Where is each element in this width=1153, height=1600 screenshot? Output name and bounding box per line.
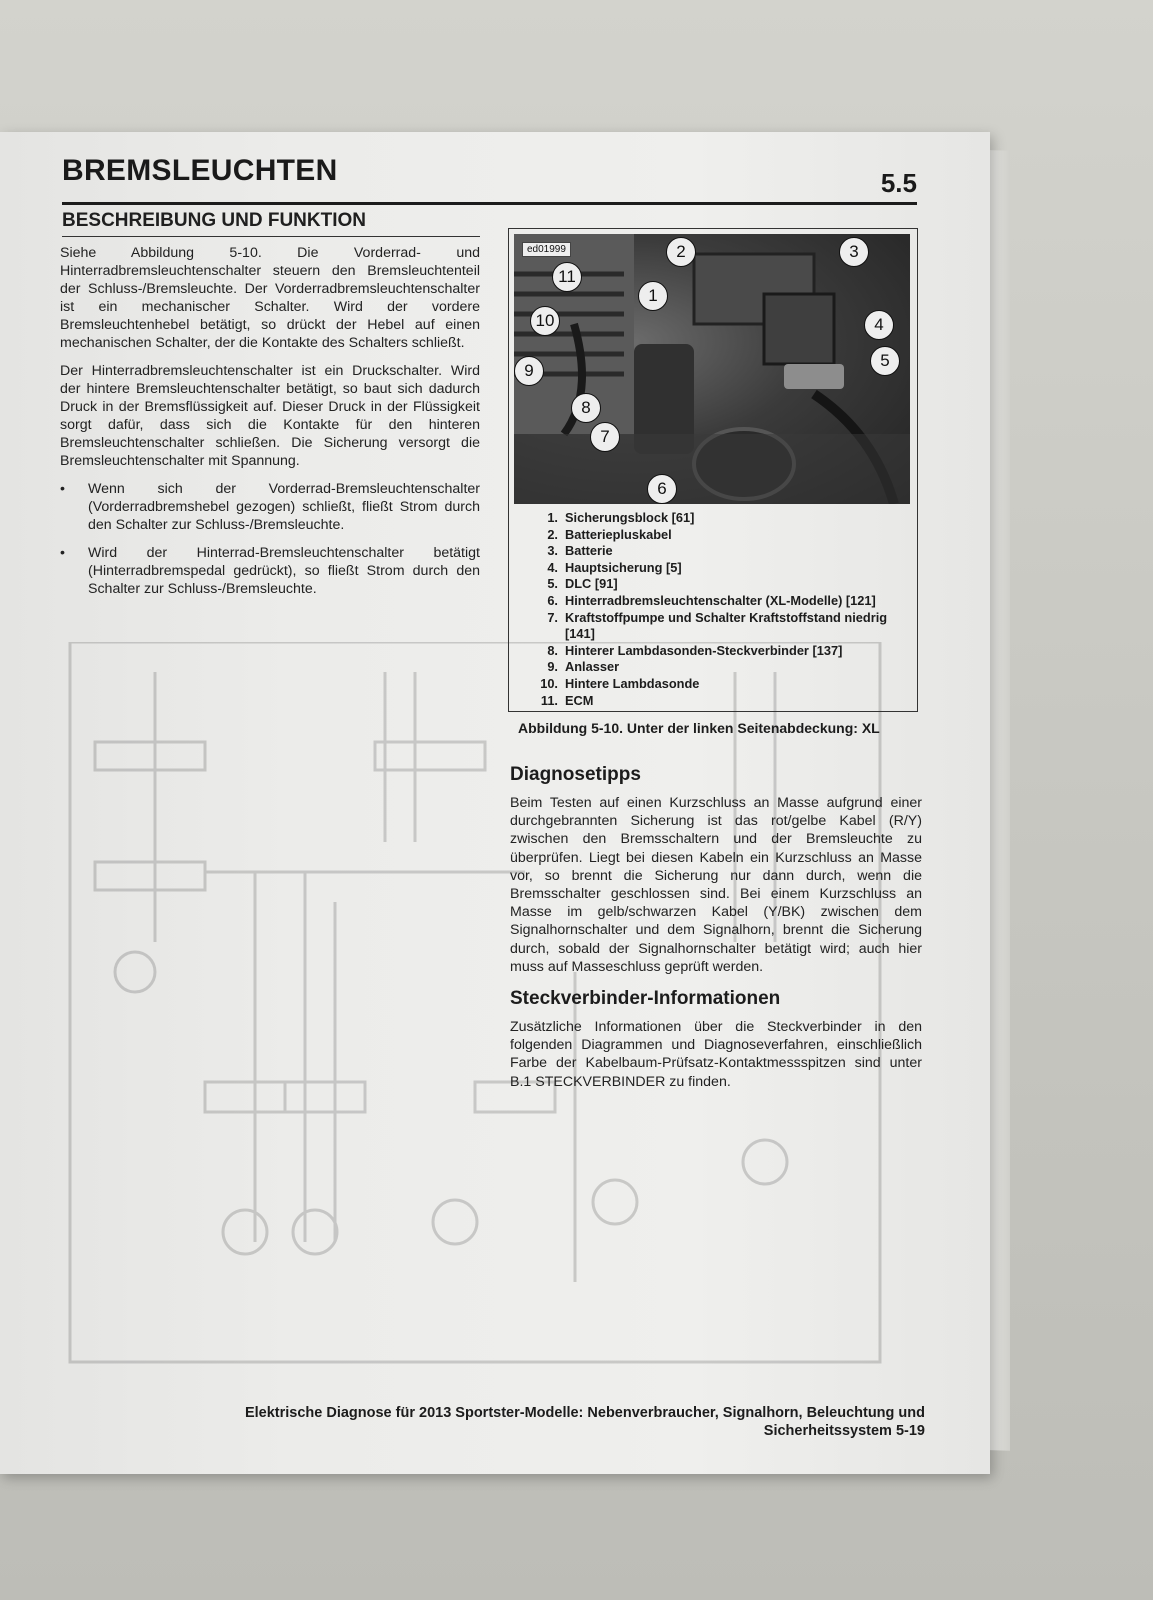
component-photo: [514, 234, 910, 504]
figure-box: [508, 228, 918, 712]
figure-caption: Abbildung 5-10. Unter der linken Seitenabdeckung: XL: [518, 720, 880, 736]
section-number: 5.5: [880, 168, 917, 198]
legend-item: [531, 659, 911, 676]
legend-item: [531, 693, 911, 710]
legend-number: 3.: [547, 543, 558, 559]
legend-number: 9.: [547, 659, 558, 675]
legend-number: 4.: [547, 559, 558, 575]
footer-line-1: Elektrische Diagnose für 2013 Sportster-Modelle: Nebenverbraucher, Signalhorn, Beleuchtung und: [244, 1405, 925, 1421]
legend-number: 8.: [547, 642, 558, 658]
legend-item: [531, 593, 911, 610]
callout-6: 6: [647, 474, 677, 504]
paragraph-front-switch: Siehe Abbildung 5-10. Die Vorderrad- und Hinterradbremsleuchtenschalter steuern den Bremsleuchtenteil der Schluss-/Bremsleuchte. Der Vorderradbremsleuchtenschalter ist ein mechanischer Schalter. Wird der vordere Bremsleuchtenhebel betätigt, so drückt der Hebel auf einen mechanischen Schalter, der die Kontakte des Schalters schließt.: [60, 245, 480, 351]
callout-2: 2: [666, 237, 696, 267]
callout-11: 11: [552, 262, 582, 292]
diagnose-heading: Diagnosetipps: [510, 764, 641, 785]
legend-item: [531, 643, 911, 660]
legend-number: 5.: [547, 576, 558, 592]
bullet-item: • Wird der Hinterrad-Bremsleuchtenschalter betätigt (Hinterradbremspedal gedrückt), so fließt Strom durch den Schalter zur Schluss-/Bremsleuchte.: [60, 544, 480, 598]
legend-item: [531, 560, 911, 577]
legend-number: 7.: [547, 609, 558, 625]
left-column: [60, 244, 480, 608]
legend-item: [531, 676, 911, 693]
legend-number: 10.: [540, 675, 558, 691]
paragraph-rear-switch: Der Hinterradbremsleuchtenschalter ist ein Druckschalter. Wird der hintere Bremsleuchtenschalter betätigt, so baut sich dadurch Druck in der Bremsflüssigkeit auf. Dieser Druck in der Flüssigkeit sorgt dafür, dass sich die Kontakte für den hinteren Bremsleuchtenschalter schließen. Die Sicherung versorgt die Bremsleuchtenschalter mit Spannung.: [60, 363, 480, 469]
diagnose-text: Beim Testen auf einen Kurzschluss an Masse aufgrund einer durchgebrannten Sicherung ist das rot/gelbe Kabel (R/Y) zwischen den Bremsschaltern und der Bremsleuchte zu überprüfen. Liegt bei diesen Kabeln ein Kurzschluss an Masse vor, so brennt die Sicherung nur dann durch, wenn die Bremsschalter geschlossen sind. Bei einem Kurzschluss an Masse im gelb/schwarzen Kabel (Y/BK) zwischen dem Signalhornschalter und dem Signalhorn, brennt die Sicherung durch, sobald der Signalhornschalter betätigt wird; auch hier muss auf Masseschluss geprüft werden.: [510, 795, 922, 975]
legend-number: 2.: [547, 526, 558, 542]
footer-line-2: Sicherheitssystem 5-19: [763, 1423, 925, 1439]
callout-3: 3: [839, 237, 869, 267]
callout-5: 5: [870, 346, 900, 376]
legend-item: [531, 576, 911, 593]
legend-text: Sicherungsblock [61]: [565, 510, 695, 525]
steckverbinder-heading: Steckverbinder-Informationen: [510, 988, 781, 1009]
legend-item: [531, 610, 911, 643]
bullet-item: • Wenn sich der Vorderrad-Bremsleuchtenschalter (Vorderradbremshebel gezogen) schließt, fließt Strom durch den Schalter zur Schluss-/Bremsleuchte.: [60, 480, 480, 534]
page-header: [62, 154, 917, 205]
callout-4: 4: [864, 310, 894, 340]
legend-text: Hauptsicherung [5]: [565, 559, 682, 575]
steckverbinder-text: Zusätzliche Informationen über die Steckverbinder in den folgenden Diagrammen und Diagnoseverfahren, einschließlich Farbe der Kabelbaum-Prüfsatz-Kontaktmessspitzen sind unter B.1 STECKVERBINDER zu finden.: [510, 1019, 922, 1090]
page-footer: [180, 1404, 925, 1440]
legend-text: Batteriepluskabel: [565, 526, 672, 542]
bullet-list: [60, 480, 480, 598]
subheading: BESCHREIBUNG UND FUNKTION: [62, 210, 480, 237]
callout-9: 9: [514, 356, 544, 386]
legend-item: [531, 510, 911, 527]
legend-number: 1.: [547, 510, 558, 525]
legend-text: Kraftstoffpumpe und Schalter Kraftstoffstand niedrig [141]: [565, 609, 888, 642]
legend-text: Hinterradbremsleuchtenschalter (XL-Modelle) [121]: [565, 592, 876, 608]
manual-page: [0, 132, 990, 1474]
legend-text: Hinterer Lambdasonden-Steckverbinder [137]: [565, 642, 843, 658]
callout-10: 10: [530, 306, 560, 336]
callout-8: 8: [571, 393, 601, 423]
legend-text: Anlasser: [565, 659, 620, 675]
figure-legend: [531, 510, 911, 709]
legend-number: 6.: [547, 592, 558, 608]
legend-text: ECM: [565, 692, 594, 708]
legend-item: [531, 543, 911, 560]
callout-1: 1: [638, 281, 668, 311]
legend-text: Hintere Lambdasonde: [565, 675, 700, 691]
chapter-title: BREMSLEUCHTEN: [62, 154, 338, 187]
callout-7: 7: [590, 422, 620, 452]
legend-item: [531, 527, 911, 544]
legend-number: 11.: [540, 692, 558, 708]
legend-text: DLC [91]: [565, 576, 618, 592]
legend-text: Batterie: [565, 543, 613, 559]
photo-id-tag: ed01999: [522, 242, 571, 257]
